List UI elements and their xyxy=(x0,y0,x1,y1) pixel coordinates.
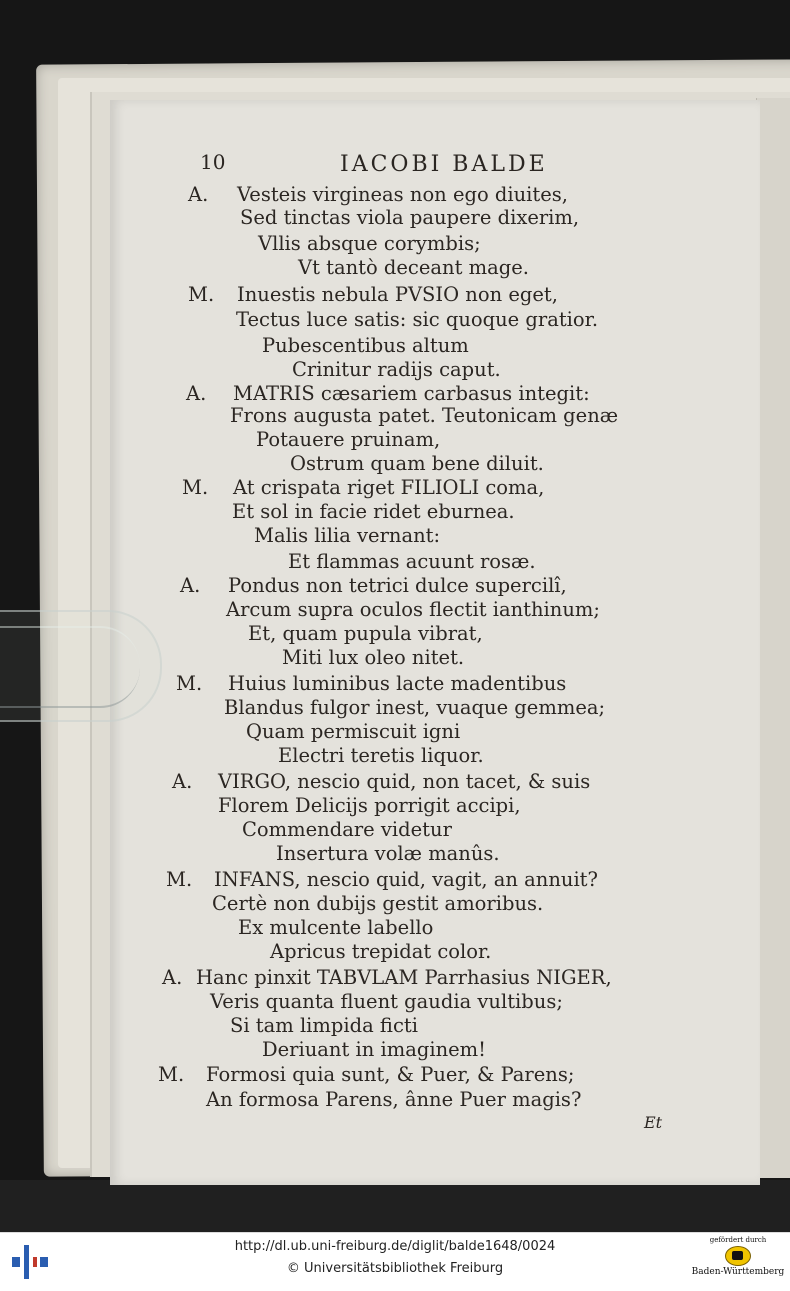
catchword: Et xyxy=(644,1113,663,1132)
verse-line: Ostrum quam bene diluit. xyxy=(290,452,544,475)
verse-line: Sed tinctas viola paupere dixerim, xyxy=(240,206,580,229)
verse-line: Inuestis nebula PVSIO non eget, xyxy=(237,283,558,306)
verse-line: Miti lux oleo nitet. xyxy=(282,646,465,669)
verse-line: Et flammas acuunt rosæ. xyxy=(288,550,536,573)
verse-line: Frons augusta patet. Teutonicam genæ xyxy=(230,404,619,427)
verse-line: Blandus fulgor inest, vuaque gemmea; xyxy=(224,696,606,719)
verse-line: Et sol in facie ridet eburnea. xyxy=(232,500,515,523)
state-crest-icon xyxy=(725,1246,751,1266)
verse-line: At crispata riget FILIOLI coma, xyxy=(233,476,545,499)
verse-line: Potauere pruinam, xyxy=(256,428,441,451)
speaker-label: A. xyxy=(186,382,207,405)
verse-line: Apricus trepidat color. xyxy=(270,940,492,963)
dark-background xyxy=(0,1180,790,1232)
sponsor-caption: gefördert durch xyxy=(709,1236,767,1244)
verse-line: Deriuant in imaginem! xyxy=(262,1038,487,1061)
verse-line: Malis lilia vernant: xyxy=(254,524,441,547)
speaker-label: M. xyxy=(182,476,209,499)
speaker-label: A. xyxy=(180,574,201,597)
verse-line: MATRIS cæsariem carbasus integit: xyxy=(233,382,590,405)
running-title: IACOBI BALDE xyxy=(340,152,548,177)
verse-line: Formosi quia sunt, & Puer, & Parens; xyxy=(206,1063,575,1086)
copyright-text: © Universitätsbibliothek Freiburg xyxy=(286,1261,504,1276)
verse-line: Crinitur radijs caput. xyxy=(292,358,501,381)
verse-line: Et, quam pupula vibrat, xyxy=(248,622,483,645)
verse-line: Commendare videtur xyxy=(242,818,452,841)
speaker-label: M. xyxy=(176,672,203,695)
verse-line: Tectus luce satis: sic quoque gratior. xyxy=(236,308,599,331)
verse-line: Vesteis virgineas non ego diuites, xyxy=(237,183,568,206)
sponsor-name: Baden-Württemberg xyxy=(691,1267,785,1277)
verse-line: Si tam limpida ficti xyxy=(230,1014,418,1037)
verse-line: VIRGO, nescio quid, non tacet, & suis xyxy=(218,770,591,793)
speaker-label: M. xyxy=(158,1063,185,1086)
verse-line: Florem Delicijs porrigit accipi, xyxy=(218,794,521,817)
speaker-label: M. xyxy=(188,283,215,306)
verse-line: An formosa Parens, ânne Puer magis? xyxy=(206,1088,582,1111)
verse-line: Certè non dubijs gestit amoribus. xyxy=(212,892,544,915)
verse-line: Quam permiscuit igni xyxy=(246,720,461,743)
page-header xyxy=(200,150,580,182)
verse-line: Insertura volæ manûs. xyxy=(276,842,500,865)
verse-line: Pubescentibus altum xyxy=(262,334,469,357)
verse-line: Electri teretis liquor. xyxy=(278,744,484,767)
page-number: 10 xyxy=(200,150,226,174)
verse-line: Veris quanta fluent gaudia vultibus; xyxy=(210,990,563,1013)
verse-line: Ex mulcente labello xyxy=(238,916,434,939)
verse-line: Arcum supra oculos flectit ianthinum; xyxy=(226,598,600,621)
verse-line: Vt tantò deceant mage. xyxy=(298,256,529,279)
verse-line: Pondus non tetrici dulce supercilî, xyxy=(228,574,567,597)
speaker-label: A. xyxy=(188,183,209,206)
speaker-label: M. xyxy=(166,868,193,891)
next-page-edge xyxy=(756,98,790,1178)
verse-line: Huius luminibus lacte madentibus xyxy=(228,672,567,695)
permalink-url[interactable]: http://dl.ub.uni-freiburg.de/diglit/balde1648/0024 xyxy=(234,1239,556,1254)
glass-clip-highlight xyxy=(0,626,140,708)
viewer-footer xyxy=(0,1232,790,1291)
speaker-label: A. xyxy=(162,966,183,989)
sponsor-logo xyxy=(688,1236,788,1277)
speaker-label: A. xyxy=(172,770,193,793)
verse-line: Hanc pinxit TABVLAM Parrhasius NIGER, xyxy=(196,966,612,989)
verse-line: Vllis absque corymbis; xyxy=(258,232,481,255)
verse-line: INFANS, nescio quid, vagit, an annuit? xyxy=(214,868,598,891)
